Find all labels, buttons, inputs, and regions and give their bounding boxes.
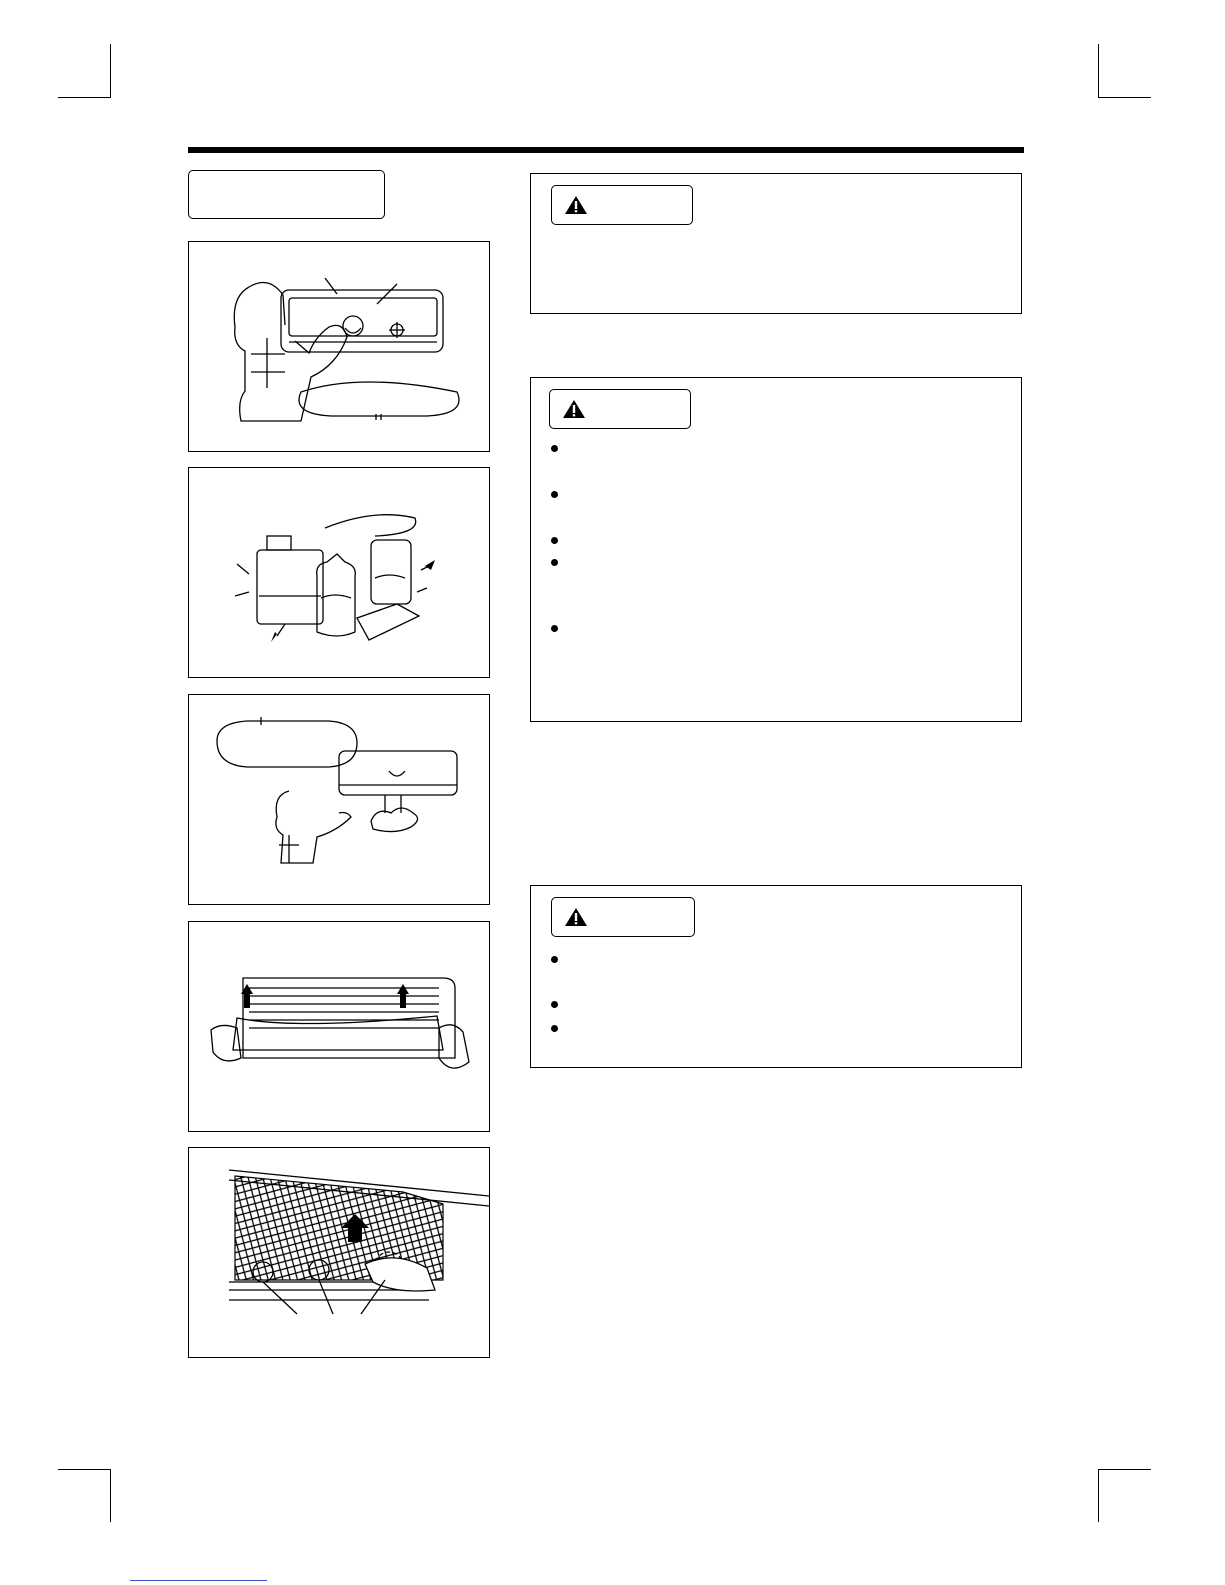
crop-mark: [58, 1469, 111, 1470]
bullet-icon: [551, 559, 558, 566]
warning-box: [530, 885, 1022, 1068]
remote-fan-drawing: [189, 695, 490, 905]
crop-mark: [1098, 1469, 1099, 1522]
crop-mark: [110, 1469, 111, 1522]
crop-mark: [110, 44, 111, 97]
illustration-remove-filter: [188, 1147, 490, 1358]
warning-tag: [549, 389, 691, 429]
warning-box: [530, 377, 1022, 722]
bullet-icon: [551, 537, 558, 544]
warning-tag: [551, 897, 695, 937]
filter-drawing: [189, 1148, 490, 1358]
illustration-cleaning-unit: [188, 241, 490, 452]
illustration-remote-fan-mode: [188, 694, 490, 905]
warning-tag: [551, 185, 693, 225]
bullet-icon: [551, 1025, 558, 1032]
crop-mark: [58, 97, 111, 98]
warning-triangle-icon: [564, 195, 588, 215]
bullet-icon: [551, 445, 558, 452]
bullet-icon: [551, 956, 558, 963]
cleaning-unit-drawing: [189, 242, 490, 452]
chemicals-drawing: [189, 468, 490, 678]
warning-box: [530, 173, 1022, 314]
section-title-box: [188, 170, 385, 219]
warning-triangle-icon: [564, 907, 588, 927]
header-rule: [188, 147, 1024, 153]
illustration-cleaning-chemicals: [188, 467, 490, 678]
crop-mark: [1098, 44, 1099, 97]
front-panel-drawing: [189, 922, 490, 1132]
bullet-icon: [551, 1001, 558, 1008]
footer-link[interactable]: [130, 1580, 267, 1581]
illustration-open-front-panel: [188, 921, 490, 1132]
warning-triangle-icon: [562, 399, 586, 419]
crop-mark: [1098, 1469, 1151, 1470]
crop-mark: [1098, 97, 1151, 98]
bullet-icon: [551, 491, 558, 498]
bullet-icon: [551, 625, 558, 632]
